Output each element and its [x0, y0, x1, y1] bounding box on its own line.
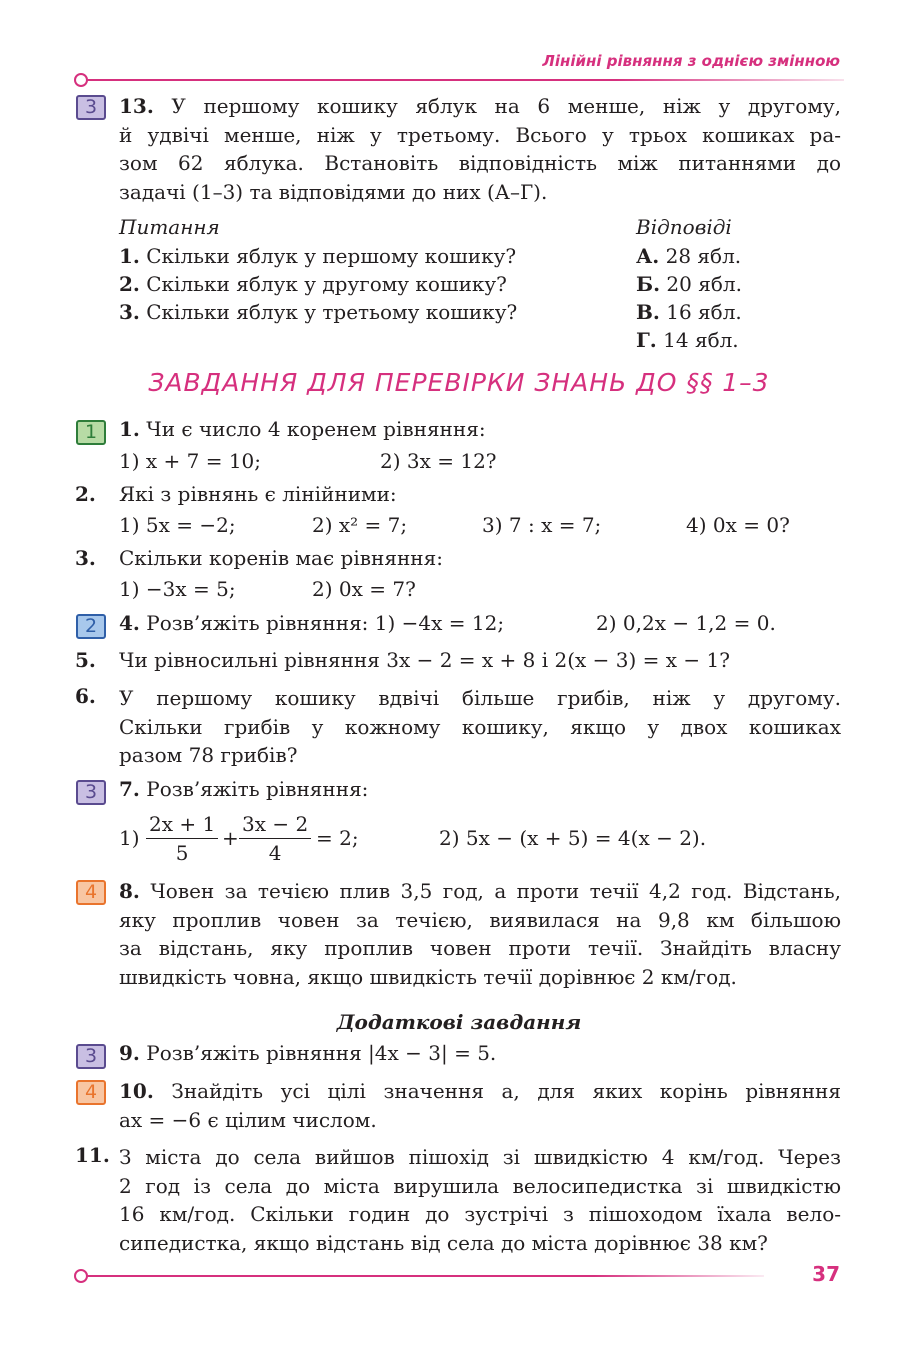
- option: 1) 5x = −2;: [119, 513, 236, 537]
- level-badge-3: 3: [76, 95, 106, 120]
- option-prefix: 1): [119, 826, 140, 850]
- level-badge-4: 4: [76, 1080, 106, 1105]
- task-number: 11.: [75, 1143, 110, 1167]
- question-number: 3.: [119, 300, 140, 324]
- task-7: [119, 777, 368, 801]
- footer-rule: [84, 1275, 764, 1277]
- task-number: 2.: [75, 482, 96, 506]
- task-text-line: сипедистка, якщо відстань від села до міста дорівнює 38 км?: [119, 1230, 768, 1255]
- task-text-line: 2 год із села до міста вирушила велосипедистка зі швидкістю: [119, 1173, 841, 1198]
- task-10: [119, 1077, 841, 1134]
- task-text-line: Човен за течією плив 3,5 год, а проти течії 4,2 год. Відстань,: [150, 879, 841, 903]
- task-number: 9.: [119, 1041, 140, 1065]
- question-item: [119, 300, 517, 324]
- task-text-line: й удвічі менше, ніж у третьому. Всього у трьох кошиках ра-: [119, 122, 841, 147]
- question-number: 2.: [119, 272, 140, 296]
- task-text-line: разом 78 грибів?: [119, 743, 298, 767]
- option: 2) 5x − (x + 5) = 4(x − 2).: [439, 826, 707, 850]
- question-text: Скільки яблук у третьому кошику?: [146, 300, 518, 324]
- level-badge-3: 3: [76, 1044, 106, 1069]
- running-header: Лінійні рівняння з однією змінною: [542, 52, 840, 70]
- fraction-numerator: 3x − 2: [239, 812, 311, 839]
- task-text-line: 16 км/год. Скільки годин до зустрічі з пішоходом їхала вело-: [119, 1202, 841, 1226]
- task-number: 4.: [119, 611, 140, 635]
- fraction: [146, 812, 218, 865]
- option: 1) −3x = 5;: [119, 577, 236, 601]
- task-text-line: З міста до села вийшов пішохід зі швидкістю 4 км/год. Через: [119, 1145, 841, 1169]
- footer-rule-ring: [74, 1269, 88, 1283]
- task-text: Розв’яжіть рівняння |4x − 3| = 5.: [146, 1041, 497, 1065]
- answer-letter: В.: [636, 300, 660, 324]
- task-3: Скільки коренів має рівняння:: [119, 546, 443, 570]
- task-text-line: ax = −6 є цілим числом.: [119, 1107, 377, 1132]
- task-6: [119, 684, 841, 770]
- answer-letter: А.: [636, 244, 660, 268]
- option: 2) 3x = 12?: [380, 449, 497, 473]
- option: 2) 0,2x − 1,2 = 0.: [596, 611, 776, 635]
- task-number: 13.: [119, 94, 154, 118]
- level-badge-4: 4: [76, 880, 106, 905]
- fraction-denominator: 4: [268, 841, 282, 865]
- task-text-line: У першому кошику вдвічі більше грибів, ніж у другому.: [119, 686, 841, 710]
- answer-letter: Г.: [636, 328, 657, 352]
- answer-text: 14 ябл.: [663, 328, 739, 352]
- option: 4) 0x = 0?: [686, 513, 790, 537]
- task-number: 6.: [75, 684, 96, 708]
- option: 2) x² = 7;: [312, 513, 408, 537]
- task-number: 1.: [119, 417, 140, 441]
- answer-letter: Б.: [636, 272, 661, 296]
- level-badge-2: 2: [76, 614, 106, 639]
- task-text: Розв’яжіть рівняння: 1) −4x = 12;: [146, 611, 505, 635]
- task-9: [119, 1041, 496, 1065]
- task-number: 7.: [119, 777, 140, 801]
- task-text: Розв’яжіть рівняння:: [146, 777, 369, 801]
- answer-item: [636, 300, 742, 324]
- task-2: Які з рівнянь є лінійними:: [119, 482, 397, 506]
- task-text-line: Скільки грибів у кожному кошику, якщо у двох кошиках: [119, 714, 841, 739]
- option: 1) x + 7 = 10;: [119, 449, 262, 473]
- header-rule-ring: [74, 73, 88, 87]
- fraction-numerator: 2x + 1: [146, 812, 218, 839]
- page-number: 37: [812, 1262, 840, 1286]
- extra-tasks-title: Додаткові завдання: [336, 1010, 582, 1034]
- answer-text: 16 ябл.: [666, 300, 742, 324]
- answer-item: [636, 328, 739, 352]
- option: 3) 7 : x = 7;: [482, 513, 602, 537]
- question-text: Скільки яблук у другому кошику?: [146, 272, 507, 296]
- task-number: 8.: [119, 879, 140, 903]
- question-item: [119, 244, 516, 268]
- questions-header: Питання: [119, 215, 220, 239]
- task-5: Чи рівносильні рівняння 3x − 2 = x + 8 і 2(x − 3) = x − 1?: [119, 648, 730, 672]
- level-badge-1: 1: [76, 420, 106, 445]
- fraction: [239, 812, 311, 865]
- task-number: 10.: [119, 1079, 154, 1103]
- task-text-line: задачі (1–3) та відповідями до них (А–Г).: [119, 179, 548, 204]
- task-11: [119, 1143, 841, 1257]
- question-number: 1.: [119, 244, 140, 268]
- task-13: [119, 92, 841, 206]
- answer-text: 20 ябл.: [666, 272, 742, 296]
- task-1: [119, 417, 486, 441]
- answers-header: Відповіді: [636, 215, 732, 239]
- header-rule: [84, 79, 844, 81]
- task-text-line: яку проплив човен за течією, виявилася на 9,8 км більшою: [119, 907, 841, 932]
- task-8: [119, 877, 841, 991]
- question-item: [119, 272, 507, 296]
- task-text-line: за відстань, яку проплив човен проти течії. Знайдіть власну: [119, 936, 841, 960]
- answer-item: [636, 272, 742, 296]
- option-suffix: = 2;: [316, 826, 359, 850]
- answer-text: 28 ябл.: [665, 244, 742, 268]
- task-text-line: Знайдіть усі цілі значення a, для яких корінь рівняння: [171, 1079, 842, 1103]
- answer-item: [636, 244, 741, 268]
- task-number: 5.: [75, 648, 96, 672]
- plus-sign: +: [222, 826, 239, 850]
- task-text: Чи є число 4 коренем рівняння:: [146, 417, 486, 441]
- fraction-denominator: 5: [175, 841, 189, 865]
- option: 2) 0x = 7?: [312, 577, 416, 601]
- task-number: 3.: [75, 546, 96, 570]
- task-text-line: У першому кошику яблук на 6 менше, ніж у другому,: [171, 94, 841, 118]
- task-text-line: зом 62 яблука. Встановіть відповідність між питаннями до: [119, 151, 841, 175]
- task-text-line: швидкість човна, якщо швидкість течії дорівнює 2 км/год.: [119, 964, 737, 989]
- task-4: [119, 611, 504, 635]
- level-badge-3: 3: [76, 780, 106, 805]
- section-title: ЗАВДАННЯ ДЛЯ ПЕРЕВІРКИ ЗНАНЬ ДО §§ 1–3: [148, 368, 770, 397]
- question-text: Скільки яблук у першому кошику?: [146, 244, 517, 268]
